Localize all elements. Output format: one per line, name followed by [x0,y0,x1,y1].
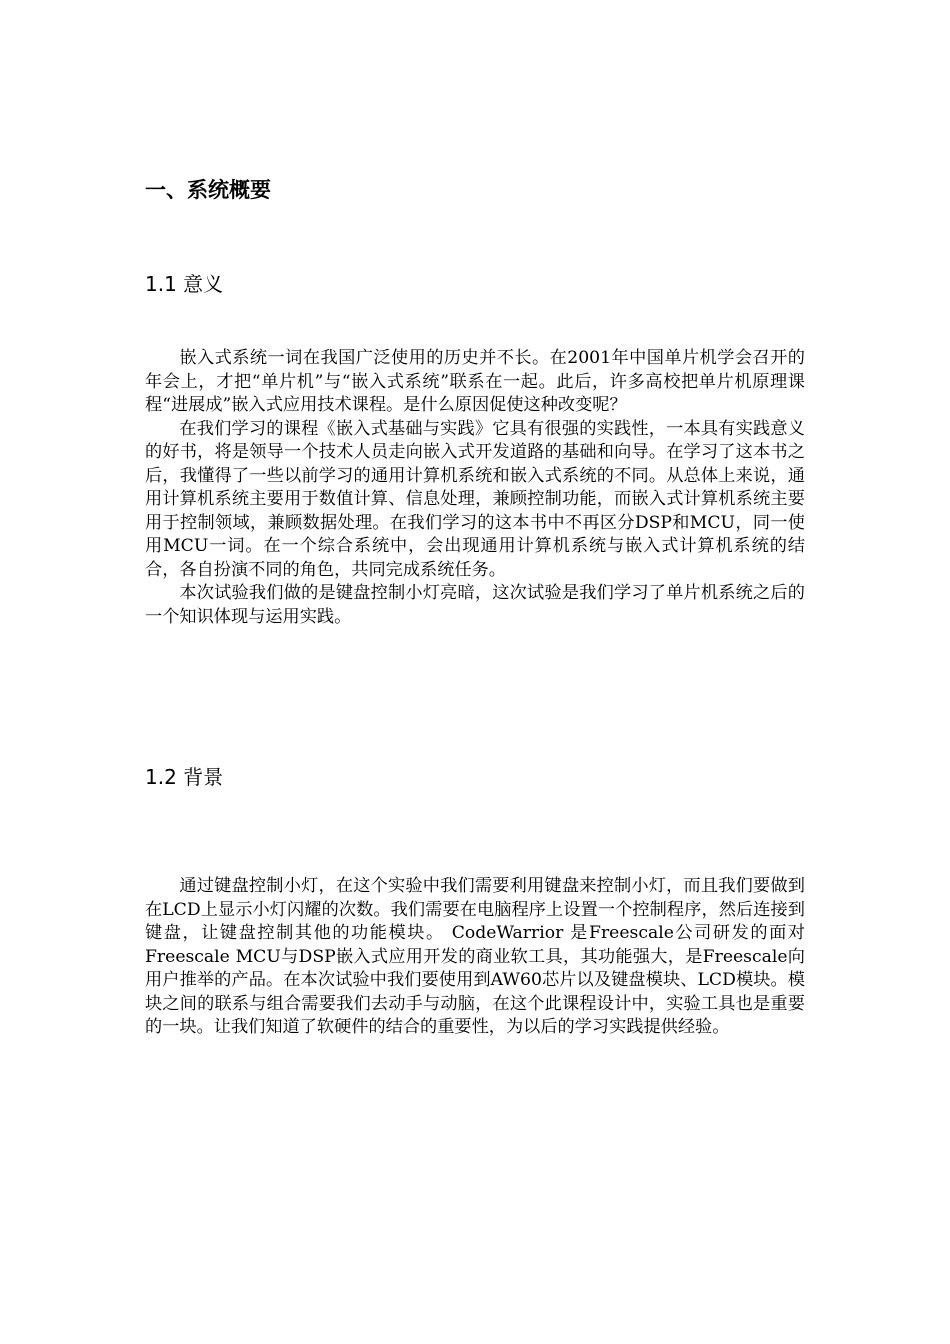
paragraph: 本次试验我们做的是键盘控制小灯亮暗，这次试验是我们学习了单片机系统之后的一个知识体现与运用实践。 [145,583,805,627]
paragraph: 通过键盘控制小灯，在这个实验中我们需要利用键盘来控制小灯，而且我们要做到在LCD上显示小灯闪耀的次数。我们需要在电脑程序上设置一个控制程序，然后连接到键盘，让键盘控制其他的功能模块。 CodeWarrior 是Freescale公司研发的面对Freescale MCU与DSP嵌入式应用开发的商业软工具，其功能强大，是Freescale向用户推举的产品。在本次试验中我们要使用到AW60芯片以及键盘模块、LCD模块。模块之间的联系与组合需要我们去动手与动脑，在这个此课程设计中，实验工具也是重要的一块。让我们知道了软硬件的结合的重要性，为以后的学习实践提供经验。 [145,876,805,1037]
significance-body [145,347,805,629]
section-heading: 一、系统概要 [145,178,271,202]
subsection-heading-background: 1.2 背景 [145,765,224,789]
background-body [145,875,805,1040]
paragraph: 在我们学习的课程《嵌入式基础与实践》它具有很强的实践性，一本具有实践意义的好书，将是领导一个技术人员走向嵌入式开发道路的基础和向导。在学习了这本书之后，我懂得了一些以前学习的通用计算机系统和嵌入式系统的不同。从总体上来说，通用计算机系统主要用于数值计算、信息处理，兼顾控制功能，而嵌入式计算机系统主要用于控制领域，兼顾数据处理。在我们学习的这本书中不再区分DSP和MCU，同一使用MCU一词。在一个综合系统中，会出现通用计算机系统与嵌入式计算机系统的结合，各自扮演不同的角色，共同完成系统任务。 [145,418,805,580]
subsection-heading-significance: 1.1 意义 [145,272,224,296]
paragraph: 嵌入式系统一词在我国广泛使用的历史并不长。在2001年中国单片机学会召开的年会上，才把“单片机”与“嵌入式系统”联系在一起。此后，许多高校把单片机原理课程“进展成”嵌入式应用技术课程。是什么原因促使这种改变呢？ [145,348,805,415]
